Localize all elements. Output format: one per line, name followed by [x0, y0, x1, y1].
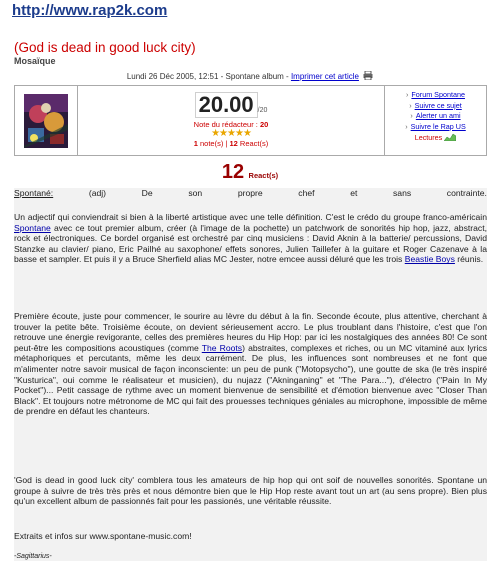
- alert-friend-link[interactable]: › Alerter un ami: [385, 111, 486, 122]
- the-roots-link[interactable]: The Roots: [201, 342, 243, 353]
- paragraph-text: avec ce tout premier album, créer (à l'image de la pochette) un patchwork de sonorités hip hop, jazz, abstract, rock et électroniques. Ce bordel organisé est orchestré par cinq musiciens : David Aknin à la batterie/ percussions, David Stanzke au clavier/ piano, Eric Pailhé au saxophone/ effets sonores, Julien Taillefer à la guitare et Roger Cazenave à la basse et sampler. Et puis il y a Bruce Sherfield alias MC Jester, notre emcee aussi déluré que les trois: [14, 222, 487, 265]
- printer-icon[interactable]: [363, 71, 373, 80]
- spontane-link[interactable]: Spontane: [14, 222, 51, 233]
- site-url-link[interactable]: http://www.rap2k.com: [12, 2, 168, 19]
- paragraph-text: Première écoute, juste pour commencer, le sourire au lèvre du début à la fin. Seconde écoute, plus attentive, cherchant à trouver la petite bête. Troisième écoute, on devient sérieusement accro. Le plus troublant dans l'histoire, c'est que l'on retrouve une énergie revigorante, celles des premières heures du Hip Hop: par ici les nostalgiques des années 80! Ce sont peut-être les compositions acoustiques (comme: [14, 311, 487, 353]
- paragraph-intro: [14, 212, 487, 265]
- album-info-box: [14, 85, 487, 156]
- lectures-stat[interactable]: [385, 132, 486, 143]
- rating-counts: [78, 139, 384, 148]
- definition-word: De: [141, 188, 153, 198]
- artist-name: Mosaïque: [14, 56, 56, 66]
- definition-word: chef: [298, 188, 315, 198]
- definition-word: contrainte.: [446, 188, 487, 198]
- editor-rating-value: 20: [259, 120, 269, 129]
- print-link[interactable]: Imprimer cet article: [290, 72, 359, 81]
- reacts-counter[interactable]: [0, 161, 500, 184]
- author-signature: -Sagittarius-: [14, 553, 52, 560]
- react-count: 12: [229, 139, 238, 148]
- definition-word: sans: [393, 188, 412, 198]
- score-value: 20.00: [195, 92, 258, 118]
- paragraph-text: Un adjectif qui conviendrait si bien à la liberté artistique avec une telle définition. C'est le crédo du groupe franco-américain: [14, 212, 487, 222]
- beastie-boys-link[interactable]: Beastie Boys: [404, 254, 455, 265]
- cover-cell: [15, 86, 78, 155]
- follow-rap-us-link[interactable]: › Suivre le Rap US: [385, 122, 486, 133]
- definition-term: Spontané:: [14, 188, 54, 198]
- reacts-label: React(s): [248, 171, 279, 180]
- definition-word: (adj): [88, 188, 107, 198]
- paragraph-extracts: Extraits et infos sur www.spontane-music.com!: [14, 531, 192, 541]
- notes-count: 1: [193, 139, 198, 148]
- reacts-count: 12: [221, 161, 245, 183]
- react-label: React(s): [237, 139, 269, 148]
- definition-line: [14, 188, 487, 199]
- article-meta: [0, 71, 500, 81]
- editor-rating-label: Note du rédacteur :: [193, 120, 260, 129]
- lectures-label: Lectures: [414, 133, 443, 142]
- stats-chart-icon: [444, 133, 456, 141]
- paragraph-text: réunis.: [454, 254, 484, 265]
- forum-link[interactable]: › Forum Spontane: [385, 90, 486, 101]
- star-rating-icon[interactable]: ★★★★★: [211, 128, 251, 139]
- score-scale: /20: [257, 107, 268, 114]
- follow-topic-link[interactable]: › Suivre ce sujet: [385, 101, 486, 112]
- paragraph-review: [14, 311, 487, 417]
- notes-label: note(s) |: [197, 139, 230, 148]
- definition-word: et: [350, 188, 358, 198]
- date-line: Lundi 26 Déc 2005, 12:51 - Spontane album -: [126, 72, 291, 81]
- rating-cell: [78, 86, 385, 155]
- definition-word: propre: [237, 188, 263, 198]
- album-cover-image: [24, 94, 68, 148]
- side-links-cell: [385, 86, 486, 155]
- paragraph-conclusion: 'God is dead in good luck city' comblera tous les amateurs de hip hop qui ont soif de nouvelles sonorités. Spontane un groupe à suivre de très très près et nous démontre bien que le Hip Hop reste avant tout un art (au sens propre). Bien plus qu'un excellent album de passionnés fait pour les passionés, une véritable réussite.: [14, 475, 487, 507]
- paragraph-text: ) abstraites, complexes et riches, ou un MC vitaminé aux lyrics métaphoriques et percutants, même les deux carrément. De plus, les influences sont nombreuses et ne font que m'alimenter notre savoir musical de façon inconsciente: un peu de punk ("Motopsycho"), une goutte de ska (le très inspiré "Kusturica", oui comme le réalisateur et musicien), du nujazz ("Akninganing" et "The Para..."), d'électro ("Pain In My Pocket")... Petit cassage de rythme avec un moment bienvenue de sensibilité et d'émotion bienvenue avec "Closer Than Black". Et toujours notre métronome de MC qui fait des prouesses techniques géniales au microphone, impossible de même de prendre en défaut les chanteurs.: [14, 342, 487, 417]
- definition-word: son: [188, 188, 203, 198]
- album-title: (God is dead in good luck city): [14, 40, 196, 55]
